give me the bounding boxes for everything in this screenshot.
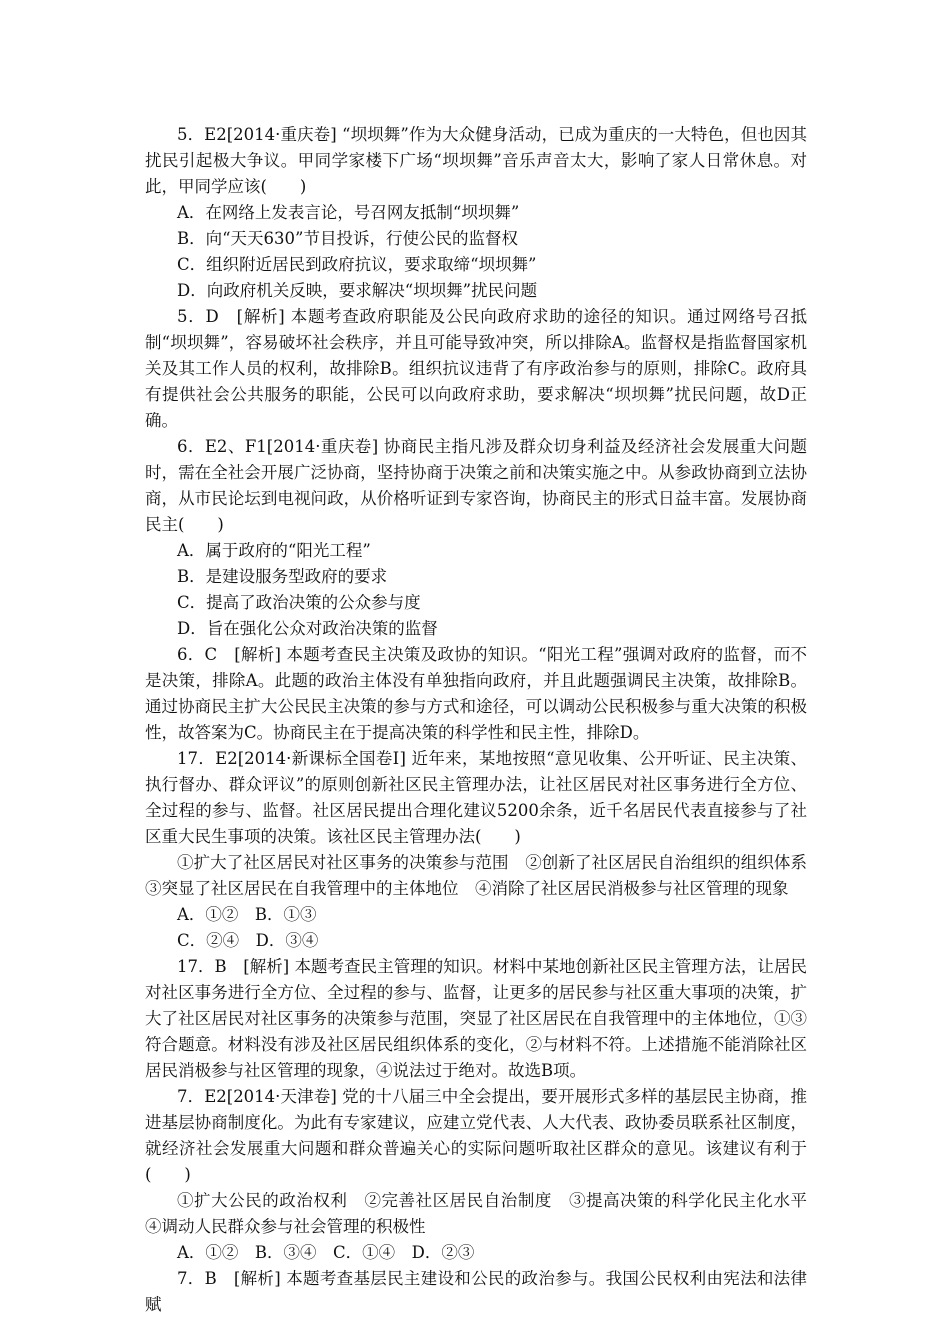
question-17-stem: 17．E2[2014·新课标全国卷Ⅰ] 近年来，某地按照“意见收集、公开听证、民主决策、执行督办、群众评议”的原则创新社区民主管理办法，让社区居民对社区事务进行全方位、全过程的参与、监督。社区居民提出合理化建议5200余条，近千名居民代表直接参与了社区重大民生事项的决策。该社区民主管理办法( ) bbox=[145, 749, 807, 846]
question-5-option-c: C．组织附近居民到政府抗议，要求取缔“坝坝舞” bbox=[177, 255, 537, 274]
question-17-answer: 17．B [解析] 本题考查民主管理的知识。材料中某地创新社区民主管理方法，让居民对社区事务进行全方位、全过程的参与、监督，让更多的居民参与社区重大事项的决策，扩大了社区居民对社区事务的决策参与范围，突显了社区居民在自我管理中的主体地位，①③符合题意。材料没有涉及社区居民组织体系的变化，②与材料不符。上述措施不能消除社区居民消极参与社区管理的现象，④说法过于绝对。故选B项。 bbox=[145, 957, 807, 1080]
question-5-option-b: B．向“天天630”节目投诉，行使公民的监督权 bbox=[177, 229, 518, 248]
question-7-answer: 7．B [解析] 本题考查基层民主建设和公民的政治参与。我国公民权利由宪法和法律赋 bbox=[145, 1269, 807, 1314]
question-6-answer: 6．C [解析] 本题考查民主决策及政协的知识。“阳光工程”强调对政府的监督，而不是决策，排除A。此题的政治主体没有单独指向政府，并且此题强调民主决策，故排除B。通过协商民主扩大公民民主决策的参与方式和途径，可以调动公民积极参与重大决策的积极性，故答案为C。协商民主在于提高决策的科学性和民主性，排除D。 bbox=[145, 645, 807, 742]
question-6-option-b: B．是建设服务型政府的要求 bbox=[177, 567, 388, 586]
question-7-stem: 7．E2[2014·天津卷] 党的十八届三中全会提出，要开展形式多样的基层民主协商，推进基层协商制度化。为此有专家建议，应建立党代表、人大代表、政协委员联系社区制度，就经济社会发展重大问题和群众普遍关心的实际问题听取社区群众的意见。该建议有利于( ) bbox=[145, 1087, 807, 1184]
question-6-stem: 6．E2、F1[2014·重庆卷] 协商民主指凡涉及群众切身利益及经济社会发展重大问题时，需在全社会开展广泛协商，坚持协商于决策之前和决策实施之中。从参政协商到立法协商，从市民论坛到电视问政，从价格听证到专家咨询，协商民主的形式日益丰富。发展协商民主( ) bbox=[145, 437, 807, 534]
question-17-options-cd: C．②④ D．③④ bbox=[177, 931, 319, 950]
question-17-options-ab: A．①② B．①③ bbox=[177, 905, 317, 924]
question-7-options: A．①② B．③④ C．①④ D．②③ bbox=[177, 1243, 475, 1262]
question-5-stem: 5．E2[2014·重庆卷] “坝坝舞”作为大众健身活动，已成为重庆的一大特色，但也因其扰民引起极大争议。甲同学家楼下广场“坝坝舞”音乐声音太大，影响了家人日常休息。对此，甲同学应该( ) bbox=[145, 125, 807, 196]
question-6-option-d: D．旨在强化公众对政治决策的监督 bbox=[177, 619, 438, 638]
question-5-option-d: D．向政府机关反映，要求解决“坝坝舞”扰民问题 bbox=[177, 281, 538, 300]
document-body bbox=[145, 122, 824, 1318]
question-7-statements: ①扩大公民的政治权利 ②完善社区居民自治制度 ③提高决策的科学化民主化水平 ④调动人民群众参与社会管理的积极性 bbox=[145, 1191, 824, 1236]
question-6-option-a: A．属于政府的“阳光工程” bbox=[177, 541, 371, 560]
question-5-option-a: A．在网络上发表言论，号召网友抵制“坝坝舞” bbox=[177, 203, 520, 222]
question-5-answer: 5．D [解析] 本题考查政府职能及公民向政府求助的途径的知识。通过网络号召抵制“坝坝舞”，容易破坏社会秩序，并且可能导致冲突，所以排除A。监督权是指监督国家机关及其工作人员的权利，故排除B。组织抗议违背了有序政治参与的原则，排除C。政府具有提供社会公共服务的职能，公民可以向政府求助，要求解决“坝坝舞”扰民问题，故D正确。 bbox=[145, 307, 807, 430]
question-17-statements: ①扩大了社区居民对社区事务的决策参与范围 ②创新了社区居民自治组织的组织体系 ③突显了社区居民在自我管理中的主体地位 ④消除了社区居民消极参与社区管理的现象 bbox=[145, 853, 824, 898]
question-6-option-c: C．提高了政治决策的公众参与度 bbox=[177, 593, 421, 612]
